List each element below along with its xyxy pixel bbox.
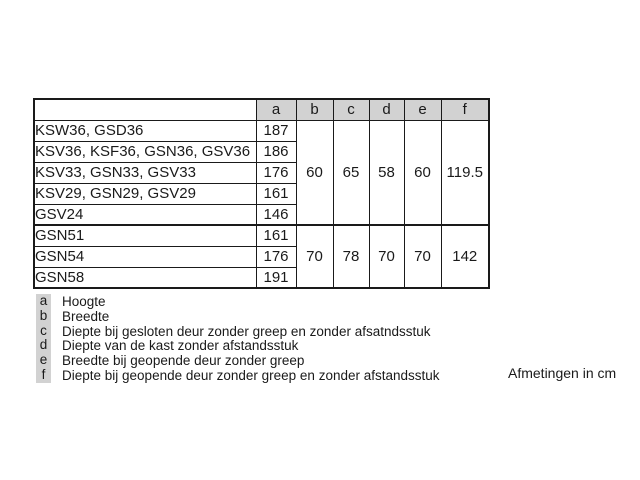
col-header-d: d xyxy=(369,99,404,120)
legend-item xyxy=(36,368,440,383)
value-cell-c: 78 xyxy=(333,225,369,288)
legend-label: Diepte bij gesloten deur zonder greep en zonder afsatndsstuk xyxy=(62,323,431,339)
value-cell-a: 187 xyxy=(256,120,296,141)
col-header-b: b xyxy=(296,99,333,120)
value-cell-b: 60 xyxy=(296,120,333,225)
model-cell: KSV36, KSF36, GSN36, GSV36 xyxy=(34,141,256,162)
value-cell-f: 142 xyxy=(441,225,489,288)
value-cell-b: 70 xyxy=(296,225,333,288)
model-cell: KSV33, GSN33, GSV33 xyxy=(34,162,256,183)
model-cell: KSV29, GSN29, GSV29 xyxy=(34,183,256,204)
legend-key-a: a xyxy=(36,294,51,309)
value-cell-a: 176 xyxy=(256,246,296,267)
value-cell-a: 186 xyxy=(256,141,296,162)
table-header-row xyxy=(34,99,489,120)
model-cell: GSN51 xyxy=(34,225,256,246)
units-note: Afmetingen in cm xyxy=(508,365,617,381)
col-header-a: a xyxy=(256,99,296,120)
table-row xyxy=(34,120,489,141)
legend-key-f: f xyxy=(36,368,51,383)
legend xyxy=(36,294,440,383)
legend-key-e: e xyxy=(36,353,51,368)
value-cell-e: 60 xyxy=(404,120,441,225)
value-cell-a: 146 xyxy=(256,204,296,225)
value-cell-a: 191 xyxy=(256,267,296,288)
legend-label: Breedte bij geopende deur zonder greep xyxy=(62,353,305,369)
value-cell-d: 58 xyxy=(369,120,404,225)
legend-key-b: b xyxy=(36,309,51,324)
value-cell-a: 161 xyxy=(256,183,296,204)
legend-key-d: d xyxy=(36,338,51,353)
legend-item xyxy=(36,294,440,309)
col-header-e: e xyxy=(404,99,441,120)
table-row xyxy=(34,225,489,246)
legend-label: Diepte van de kast zonder afstandsstuk xyxy=(62,338,299,354)
value-cell-a: 161 xyxy=(256,225,296,246)
col-header-model xyxy=(34,99,256,120)
col-header-f: f xyxy=(441,99,489,120)
model-cell: GSN54 xyxy=(34,246,256,267)
model-cell: GSN58 xyxy=(34,267,256,288)
legend-key-c: c xyxy=(36,324,51,339)
value-cell-e: 70 xyxy=(404,225,441,288)
value-cell-c: 65 xyxy=(333,120,369,225)
value-cell-a: 176 xyxy=(256,162,296,183)
legend-item xyxy=(36,353,440,368)
dimensions-table xyxy=(33,98,490,289)
legend-item xyxy=(36,309,440,324)
legend-item xyxy=(36,338,440,353)
model-cell: GSV24 xyxy=(34,204,256,225)
legend-label: Breedte xyxy=(62,308,110,324)
value-cell-f: 119.5 xyxy=(441,120,489,225)
col-header-c: c xyxy=(333,99,369,120)
legend-label: Diepte bij geopende deur zonder greep en zonder afstandsstuk xyxy=(62,367,440,383)
model-cell: KSW36, GSD36 xyxy=(34,120,256,141)
legend-label: Hoogte xyxy=(62,293,106,309)
value-cell-d: 70 xyxy=(369,225,404,288)
legend-item xyxy=(36,324,440,339)
